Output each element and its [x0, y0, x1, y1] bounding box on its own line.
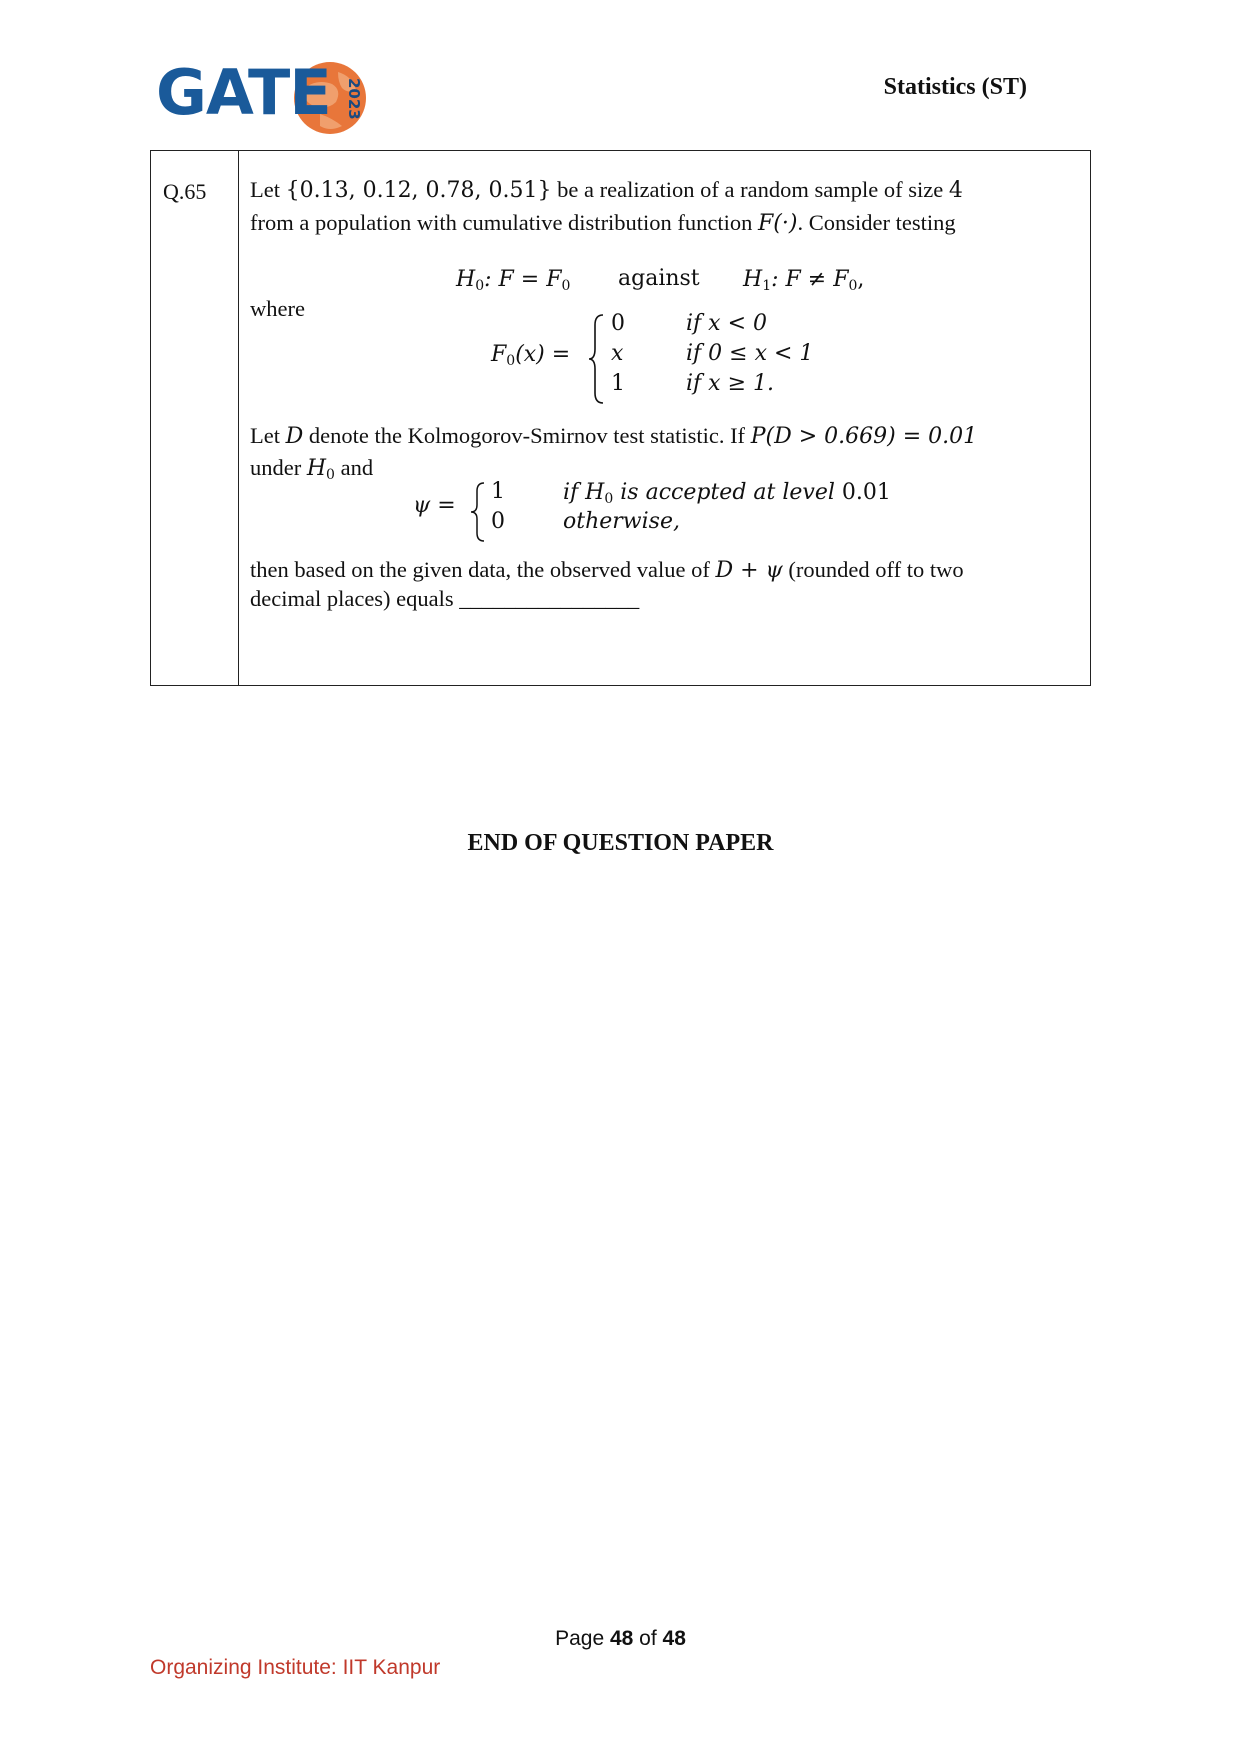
end-of-paper: END OF QUESTION PAPER: [467, 830, 774, 856]
subject-title: Statistics (ST): [883, 74, 1027, 100]
psi-case-1-cond: if $H_0$ is accepted at level 0.01: [563, 480, 891, 507]
f0-case-3-value: 1: [611, 371, 625, 396]
f0-case-1-cond: if x < 0: [686, 311, 767, 336]
question-line-5: then based on the given data, the observed value of D + ψ (rounded off to two: [250, 557, 964, 583]
psi-definition-lhs: ψ =: [413, 493, 456, 518]
question-line-6: decimal places) equals ________________: [250, 586, 640, 611]
logo-wordmark: GATE: [156, 56, 331, 129]
question-line-2: from a population with cumulative distribution function F(·). Consider testing: [250, 210, 956, 236]
question-line-1: Let {0.13, 0.12, 0.78, 0.51} be a realization of a random sample of size 4: [250, 177, 963, 203]
psi-case-2-value: 0: [491, 509, 505, 534]
f0-case-2-value: x: [611, 341, 624, 366]
f0-case-1-value: 0: [611, 311, 625, 336]
cdf-symbol: F(·): [758, 211, 798, 236]
ks-probability: P(D > 0.669) = 0.01: [750, 424, 978, 449]
sample-set: {0.13, 0.12, 0.78, 0.51}: [285, 178, 552, 203]
question-number-column: [151, 151, 239, 685]
question-number: Q.65: [163, 179, 207, 204]
question-line-3: Let D denote the Kolmogorov-Smirnov test statistic. If P(D > 0.669) = 0.01: [250, 423, 978, 449]
psi-case-1-value: 1: [491, 479, 505, 504]
alternative-hypothesis: $H_1$: $F \ne F_0$,: [743, 267, 865, 294]
f0-definition-lhs: $F_0(x)$ =: [491, 342, 571, 369]
question-line-4: under $H_0$ and: [250, 455, 374, 483]
question-box: [150, 150, 1091, 686]
logo-year: 2023: [345, 78, 363, 120]
left-brace-icon: [587, 313, 607, 405]
psi-case-2-cond: otherwise,: [563, 509, 680, 534]
null-hypothesis: $H_0$: $F = F_0$: [456, 267, 571, 294]
f0-case-3-cond: if x ≥ 1.: [686, 371, 774, 396]
organizing-institute: Organizing Institute: IIT Kanpur: [150, 1656, 441, 1679]
sample-size: 4: [948, 178, 963, 203]
against-word: against: [618, 266, 700, 291]
page-number: Page 48 of 48: [555, 1627, 686, 1650]
gate-logo: [156, 58, 366, 142]
left-brace-icon: [469, 481, 487, 543]
f0-case-2-cond: if 0 ≤ x < 1: [686, 341, 814, 366]
where-word: where: [250, 296, 305, 321]
